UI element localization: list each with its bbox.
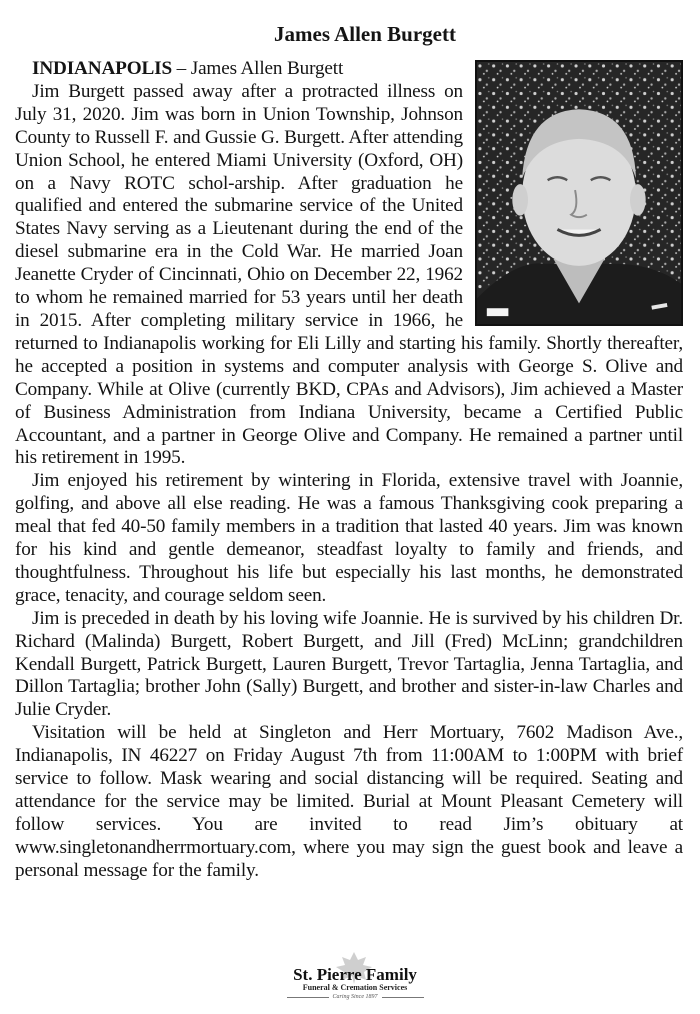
logo-subtitle: Funeral & Cremation Services	[302, 983, 408, 992]
obituary-body	[15, 58, 683, 883]
paragraph-retirement: Jim enjoyed his retirement by wintering in Florida, extensive travel with Joannie, golfing, and above all else reading. He was a famous Thanksgiving cook preparing a meal that fed 40-50 family members in a tradition that lasted 40 years. Jim was known for his kind and gentle demeanor, steadfast loyalty to family and friends, and thoughtfulness. Throughout his life but especially his last months, he demonstrated grace, tenacity, and courage seldom seen.	[15, 470, 683, 606]
dateline-name: James Allen Burgett	[190, 58, 344, 79]
dateline-separator: –	[172, 58, 191, 79]
dateline: INDIANAPOLIS	[32, 58, 172, 79]
funeral-home-logo	[270, 950, 440, 1010]
tagline-rule-right	[382, 997, 424, 998]
logo-name: St. Pierre Family	[293, 965, 417, 984]
portrait-photo-icon	[477, 62, 681, 324]
paragraph-survivors: Jim is preceded in death by his loving wife Joannie. He is survived by his children Dr. Richard (Malinda) Burgett, Robert Burgett, and Jill (Fred) McLinn; grandchildren Kendall Burgett, Patrick Burgett, Lauren Burgett, Trevor Tartaglia, Jenna Tartaglia, and Dillon Tartaglia; brother John (Sally) Burgett, and brother and sister-in-law Charles and Julie Cryder.	[15, 607, 683, 721]
obituary-title: James Allen Burgett	[274, 22, 456, 46]
paragraph-services: Visitation will be held at Singleton and Herr Mortuary, 7602 Madison Ave., Indianapolis, IN 46227 on Friday August 7th from 11:00AM to 1:00PM with brief service to follow. Mask wearing and social distancing will be required. Seating and attendance for the service may be limited. Burial at Mount Pleasant Cemetery will follow services. You are invited to read Jim’s obituary at www.singletonandherrmortuary.com, where you may sign the guest book and leave a personal message for the family.	[15, 722, 683, 881]
portrait-photo	[475, 60, 683, 326]
logo-tagline-row	[270, 993, 440, 1001]
tagline-rule-left	[287, 997, 329, 998]
paragraph-biography: Jim Burgett passed away after a protracted illness on July 31, 2020. Jim was born in Union Township, Johnson County to Russell F. and Gussie G. Burgett. After attending Union School, he entered Miami University (Oxford, OH) on a Navy ROTC schol-arship. After graduation he qualified and entered the submarine service of the United States Navy serving as a Lieutenant during the end of the diesel submarine era in the Cold War. He married Joan Jeanette Cryder of Cincinnati, Ohio on December 22, 1962 to whom he remained married for 53 years until her death in 2015. After completing military service in 1966, he returned to Indianapolis working for Eli Lilly and starting his family. Shortly thereafter, he accepted a position in systems and computer analysis with George S. Olive and Company. While at Olive (currently BKD, CPAs and Advisors), Jim achieved a Master of Business Administration from Indiana University, became a Certified Public Accountant, and a partner in George Olive and Company. He remained a partner until his retirement in 1995.	[15, 80, 683, 469]
logo-tagline: Caring Since 1897	[332, 994, 378, 1000]
